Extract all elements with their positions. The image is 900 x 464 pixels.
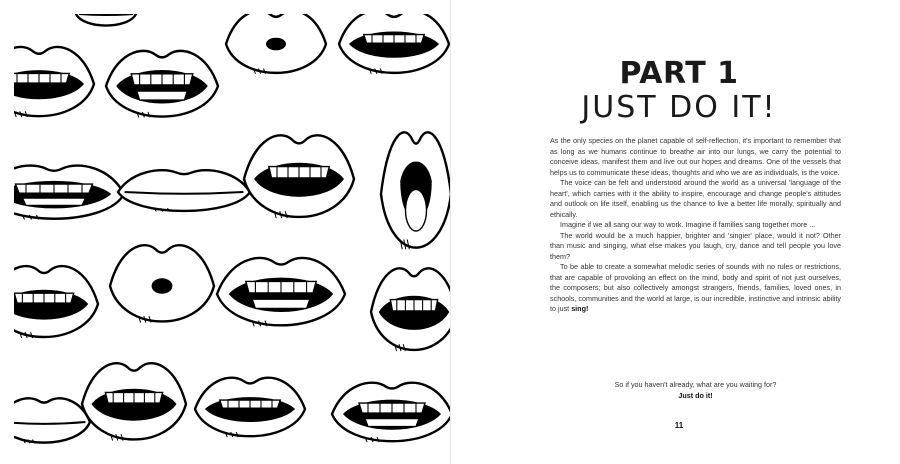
- lips-13: [14, 398, 90, 443]
- paragraph-5-text: To be able to create a somewhat melodic series of sounds with no rules or restrictions, that are capable of provoking an effect on the mind, body and spirit of not just ourselves, the composers; but also collectively amongst strangers, friends, families, loved ones, in schools, communities and the world at large, is our incredible, instinctive and intrinsic ability to just: [550, 262, 841, 313]
- page-gutter: [450, 0, 451, 464]
- lips-2: [106, 51, 218, 118]
- lips-4: [339, 14, 449, 74]
- paragraph-5-emphasis: sing!: [571, 304, 589, 313]
- lips-17: [76, 14, 136, 26]
- closing-question: So if you haven't already, what are you waiting for?: [614, 380, 777, 389]
- paragraph-1: As the only species on the planet capable of self-reflection, it's important to remember that as long as we humans continue to breathe air into our lungs, we carry the potential to conceive ideas, manifest them and live out our hopes and dreams. One of the vessels that helps us to communicate these ideas, thoughts and who we are as individuals, is the voice.: [550, 136, 841, 177]
- paragraph-2: The voice can be felt and understood around the world as a universal 'language of the heart', which carries with it the ability to inspire, encourage and change people's attitudes and outlook on life itself, enabling us the chance to live a better life morally, spiritually and ethically.: [550, 178, 841, 219]
- paragraph-5: [550, 262, 841, 315]
- lips-5: [14, 166, 124, 220]
- paragraph-4: The world would be a much happier, brighter and 'singier' place, would it not? Other than music and singing, what else makes you laugh, cry, dance and tell people you love them?: [550, 230, 841, 261]
- lips-pattern-icon: [14, 14, 450, 450]
- lips-7: [244, 135, 354, 218]
- lips-12: [371, 268, 450, 351]
- page-number: 11: [674, 421, 684, 430]
- lips-1: [14, 47, 94, 117]
- lips-illustration-page: [14, 14, 450, 450]
- lips-3: [226, 14, 326, 74]
- body-text: [550, 136, 841, 315]
- lips-14: [82, 363, 186, 440]
- text-page: [470, 0, 888, 464]
- lips-11: [217, 258, 345, 326]
- lips-6: [118, 170, 250, 211]
- lips-10: [110, 245, 214, 322]
- chapter-title: JUST DO IT!: [581, 90, 777, 125]
- closing-call-to-action: Just do it!: [678, 390, 713, 400]
- lips-9: [14, 266, 98, 338]
- lips-16: [332, 383, 450, 442]
- part-heading: PART 1: [619, 56, 739, 91]
- lips-15: [195, 378, 305, 437]
- paragraph-3: Imagine if we all sang our way to work. Imagine if families sang together more ...: [560, 220, 816, 229]
- lips-8: [381, 132, 450, 249]
- closing-lines: [550, 380, 841, 401]
